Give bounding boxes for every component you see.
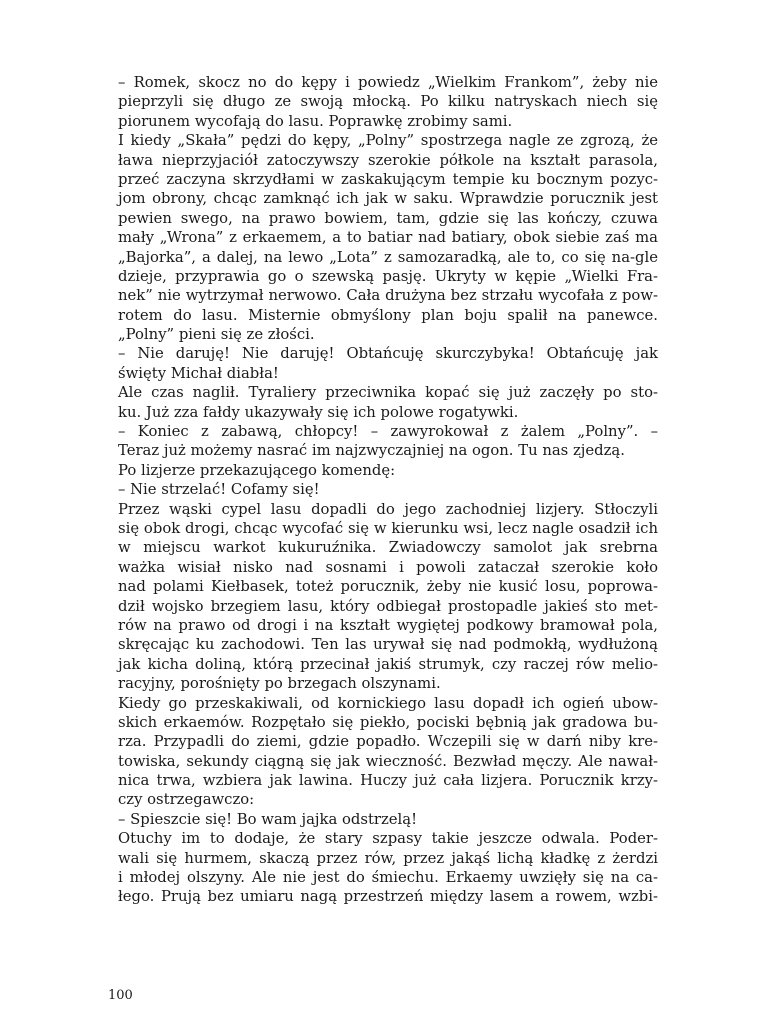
text-line: się obok drogi, chcąc wycofać się w kierunku wsi, lecz nagle osadził ich bbox=[118, 519, 658, 537]
text-line: – Nie strzelać! Cofamy się! bbox=[118, 481, 320, 499]
text-line: czy ostrzegawczo: bbox=[118, 791, 255, 809]
text-line: racyjny, porośnięty po brzegach olszynami. bbox=[118, 675, 441, 693]
text-line: mały „Wrona” z erkaemem, a to batiar nad batiary, obok siebie zaś ma bbox=[118, 229, 658, 247]
text-line: towiska, sekundy ciągną się jak wieczność. Bezwład męczy. Ale nawał- bbox=[118, 752, 658, 770]
text-line: w miejscu warkot kukuruźnika. Zwiadowczy samolot jak srebrna bbox=[118, 539, 658, 557]
text-line: Ale czas naglił. Tyraliery przeciwnika kopać się już zaczęły po sto- bbox=[118, 384, 658, 402]
text-line: – Koniec z zabawą, chłopcy! – zawyrokował z żalem „Polny”. – bbox=[118, 423, 658, 441]
text-line: rotem do lasu. Misternie obmyślony plan boju spalił na panewce. bbox=[118, 306, 658, 324]
text-line: „Bajorka”, a dalej, na lewo „Lota” z samozaradką, ale to, co się na-gle bbox=[118, 248, 658, 266]
text-line: wali się hurmem, skaczą przez rów, przez jakąś lichą kładkę z żerdzi bbox=[118, 849, 658, 867]
text-line: „Polny” pieni się ze złości. bbox=[118, 326, 315, 344]
text-line: nad polami Kiełbasek, toteż porucznik, żeby nie kusić losu, poprowa- bbox=[118, 578, 658, 596]
text-line: piorunem wycofają do lasu. Poprawkę zrobimy sami. bbox=[118, 112, 513, 130]
text-line: ważka wisiał nisko nad sosnami i powoli zataczał szerokie koło bbox=[118, 558, 658, 576]
text-line: rza. Przypadli do ziemi, gdzie popadło. Wczepili się w darń niby kre- bbox=[118, 733, 658, 751]
text-line: ku. Już zza fałdy ukazywały się ich polowe rogatywki. bbox=[118, 403, 519, 421]
page-number: 100 bbox=[108, 988, 133, 1003]
text-line: I kiedy „Skała” pędzi do kępy, „Polny” spostrzega nagle ze zgrozą, że bbox=[118, 132, 658, 150]
text-line: nica trwa, wzbiera jak lawina. Huczy już cała lizjera. Porucznik krzy- bbox=[118, 772, 658, 790]
text-line: Przez wąski cypel lasu dopadli do jego zachodniej lizjery. Stłoczyli bbox=[118, 500, 658, 518]
text-line: – Nie daruję! Nie daruję! Obtańcuję skurczybyka! Obtańcuję jak bbox=[118, 345, 658, 363]
text-line: nek” nie wytrzymał nerwowo. Cała drużyna bez strzału wycofała z pow- bbox=[118, 287, 658, 305]
text-line: dzieje, przyprawia go o szewską pasję. Ukryty w kępie „Wielki Fra- bbox=[118, 267, 658, 285]
text-line: dził wojsko brzegiem lasu, który odbiegał prostopadle jakieś sto met- bbox=[118, 597, 658, 615]
text-line: pewien swego, na prawo bowiem, tam, gdzie się las kończy, czuwa bbox=[118, 209, 658, 227]
text-line: jom obrony, chcąc zamknąć ich jak w saku. Wprawdzie porucznik jest bbox=[118, 190, 658, 208]
text-line: Po lizjerze przekazującego komendę: bbox=[118, 461, 396, 479]
text-line: Otuchy im to dodaje, że stary szpasy takie jeszcze odwala. Poder- bbox=[118, 830, 658, 848]
text-line: – Spieszcie się! Bo wam jajka odstrzelą! bbox=[118, 810, 418, 828]
text-line: i młodej olszyny. Ale nie jest do śmiechu. Erkaemy uwzięły się na ca- bbox=[118, 869, 658, 887]
text-line: rów na prawo od drogi i na kształt wygiętej podkowy bramował pola, bbox=[118, 616, 658, 634]
text-line: pieprzyli się długo ze swoją młocką. Po kilku natryskach niech się bbox=[118, 93, 658, 111]
text-line: święty Michał diabła! bbox=[118, 364, 279, 382]
text-line: – Romek, skocz no do kępy i powiedz „Wielkim Frankom”, żeby nie bbox=[118, 74, 658, 91]
text-line: skręcając ku zachodowi. Ten las urywał się nad podmokłą, wydłużoną bbox=[118, 636, 658, 654]
text-line: jak kicha doliną, którą przecinał jakiś strumyk, czy raczej rów melio- bbox=[118, 655, 658, 673]
text-line: Kiedy go przeskakiwali, od kornickiego lasu dopadł ich ogień ubow- bbox=[118, 694, 658, 712]
text-line: ława nieprzyjaciół zatoczywszy szerokie półkole na kształt parasola, bbox=[118, 151, 658, 169]
text-line: łego. Prują bez umiaru nagą przestrzeń między lasem a rowem, wzbi- bbox=[118, 888, 658, 906]
body-text bbox=[118, 73, 658, 907]
text-line: skich erkaemów. Rozpętało się piekło, pociski bębnią jak gradowa bu- bbox=[118, 713, 658, 731]
text-line: przeć zaczyna skrzydłami w zaskakującym tempie ku bocznym pozyc- bbox=[118, 170, 658, 188]
text-line: Teraz już możemy nasrać im najzwyczajniej na ogon. Tu nas zjedzą. bbox=[118, 442, 625, 460]
